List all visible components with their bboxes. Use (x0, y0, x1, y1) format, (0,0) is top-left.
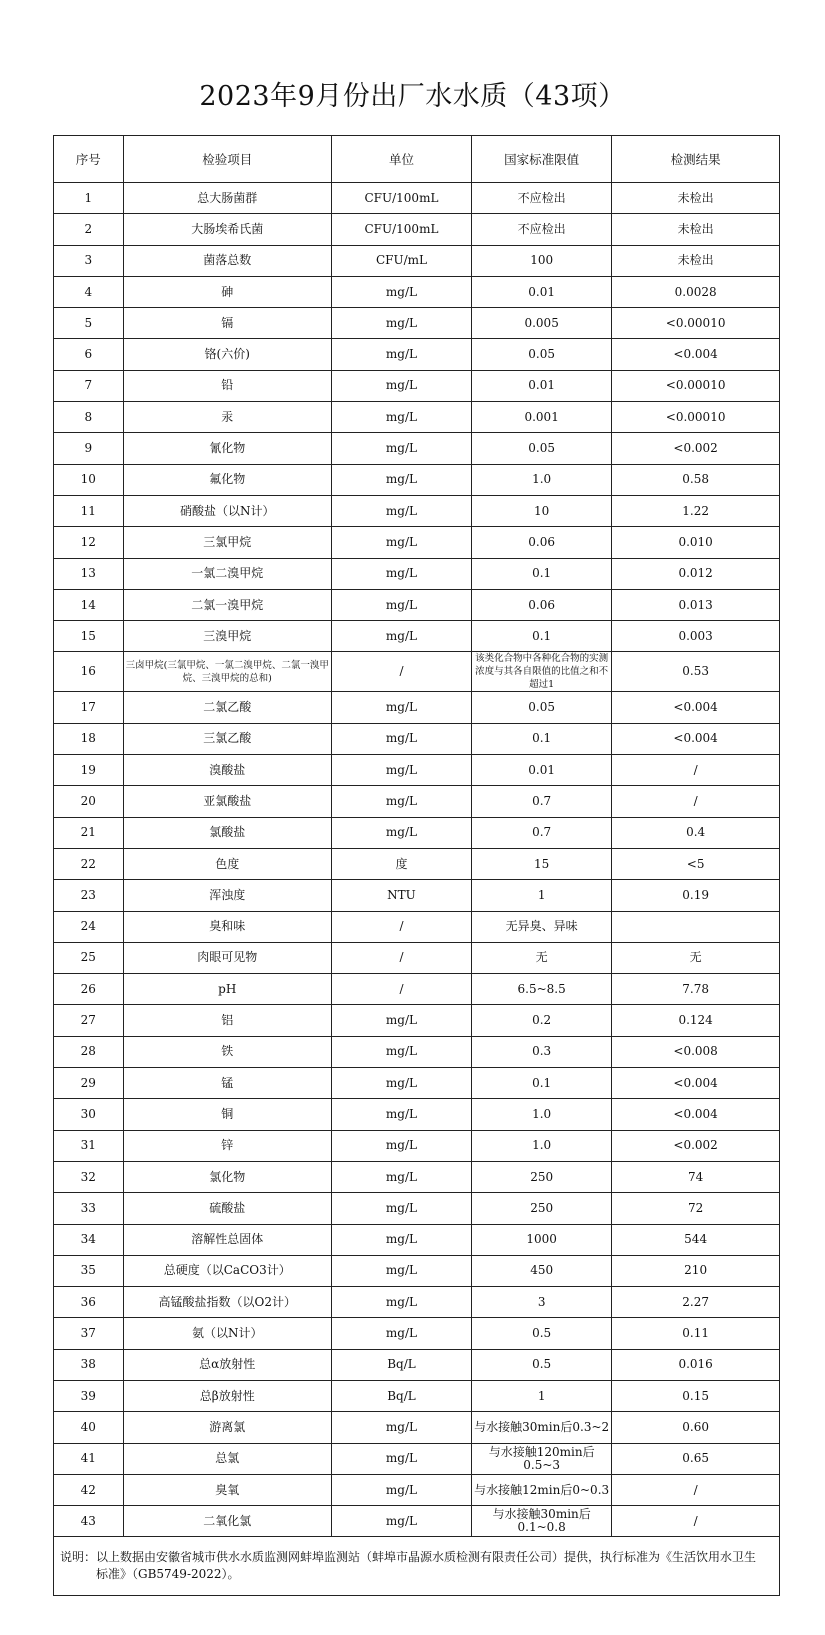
cell-serial: 8 (54, 402, 123, 433)
table-row (54, 1068, 779, 1099)
footnote-line-2: 标准》（GB5749-2022）。 (96, 1567, 240, 1582)
cell-result: <0.002 (612, 433, 779, 464)
cell-limit: 100 (472, 245, 612, 276)
cell-serial: 14 (54, 589, 123, 620)
cell-unit: mg/L (331, 495, 471, 526)
cell-unit: / (331, 652, 471, 692)
cell-serial: 37 (54, 1318, 123, 1349)
cell-limit: 0.06 (472, 589, 612, 620)
cell-item: 铅 (123, 370, 331, 401)
cell-unit: 度 (331, 848, 471, 879)
cell-unit: mg/L (331, 589, 471, 620)
cell-item: 总硬度（以CaCO3计） (123, 1255, 331, 1286)
table-row (54, 433, 779, 464)
cell-serial: 7 (54, 370, 123, 401)
cell-limit: 3 (472, 1287, 612, 1318)
cell-limit: 250 (472, 1161, 612, 1192)
cell-limit: 与水接触30min后0.3~2 (472, 1412, 612, 1443)
cell-limit: 1 (472, 880, 612, 911)
cell-unit: mg/L (331, 1161, 471, 1192)
cell-item: 一氯二溴甲烷 (123, 558, 331, 589)
cell-serial: 15 (54, 621, 123, 652)
cell-limit: 该类化合物中各种化合物的实测浓度与其各自限值的比值之和不超过1 (472, 652, 612, 692)
water-quality-table (54, 136, 779, 1537)
cell-result: / (612, 786, 779, 817)
cell-result: 0.11 (612, 1318, 779, 1349)
cell-item: 硝酸盐（以N计） (123, 495, 331, 526)
cell-serial: 26 (54, 974, 123, 1005)
cell-result: <0.00010 (612, 402, 779, 433)
water-quality-report (53, 135, 780, 1596)
cell-unit: Bq/L (331, 1349, 471, 1380)
table-row (54, 723, 779, 754)
footnote (54, 1537, 779, 1595)
cell-limit: 10 (472, 495, 612, 526)
cell-unit: mg/L (331, 276, 471, 307)
table-row (54, 1318, 779, 1349)
cell-result: 0.65 (612, 1443, 779, 1474)
cell-serial: 38 (54, 1349, 123, 1380)
cell-item: 氯酸盐 (123, 817, 331, 848)
cell-limit: 1.0 (472, 1130, 612, 1161)
cell-result: 未检出 (612, 183, 779, 214)
table-row (54, 652, 779, 692)
cell-unit: CFU/100mL (331, 183, 471, 214)
cell-result: 0.016 (612, 1349, 779, 1380)
cell-serial: 27 (54, 1005, 123, 1036)
cell-result: 210 (612, 1255, 779, 1286)
cell-result: 0.013 (612, 589, 779, 620)
cell-limit: 0.1 (472, 558, 612, 589)
cell-serial: 29 (54, 1068, 123, 1099)
cell-limit: 1 (472, 1380, 612, 1411)
table-row (54, 464, 779, 495)
cell-unit: mg/L (331, 433, 471, 464)
cell-limit: 0.5 (472, 1318, 612, 1349)
cell-unit: mg/L (331, 1287, 471, 1318)
cell-item: 游离氯 (123, 1412, 331, 1443)
table-header-row (54, 136, 779, 183)
cell-result: 74 (612, 1161, 779, 1192)
cell-result: 未检出 (612, 245, 779, 276)
table-row (54, 911, 779, 942)
cell-serial: 23 (54, 880, 123, 911)
cell-limit: 450 (472, 1255, 612, 1286)
cell-result: 72 (612, 1193, 779, 1224)
table-row (54, 1255, 779, 1286)
table-row (54, 558, 779, 589)
cell-serial: 10 (54, 464, 123, 495)
cell-result: 0.010 (612, 527, 779, 558)
cell-unit: mg/L (331, 558, 471, 589)
cell-limit: 1.0 (472, 464, 612, 495)
table-row (54, 1443, 779, 1474)
cell-result: <0.004 (612, 1099, 779, 1130)
table-row (54, 276, 779, 307)
cell-serial: 1 (54, 183, 123, 214)
cell-limit: 与水接触120min后0.5~3 (472, 1443, 612, 1474)
cell-serial: 24 (54, 911, 123, 942)
cell-item: 氯化物 (123, 1161, 331, 1192)
cell-serial: 36 (54, 1287, 123, 1318)
table-row (54, 245, 779, 276)
cell-item: 肉眼可见物 (123, 942, 331, 973)
cell-result: 0.124 (612, 1005, 779, 1036)
cell-serial: 34 (54, 1224, 123, 1255)
cell-limit: 0.2 (472, 1005, 612, 1036)
cell-unit: mg/L (331, 723, 471, 754)
cell-limit: 0.001 (472, 402, 612, 433)
cell-unit: mg/L (331, 464, 471, 495)
cell-serial: 9 (54, 433, 123, 464)
cell-item: 总大肠菌群 (123, 183, 331, 214)
cell-unit: CFU/mL (331, 245, 471, 276)
table-row (54, 370, 779, 401)
table-row (54, 1036, 779, 1067)
table-row (54, 1287, 779, 1318)
cell-unit: mg/L (331, 339, 471, 370)
cell-limit: 15 (472, 848, 612, 879)
cell-serial: 30 (54, 1099, 123, 1130)
table-row (54, 214, 779, 245)
cell-unit: mg/L (331, 1193, 471, 1224)
cell-limit: 6.5~8.5 (472, 974, 612, 1005)
cell-unit: mg/L (331, 1036, 471, 1067)
cell-result: 0.60 (612, 1412, 779, 1443)
cell-unit: NTU (331, 880, 471, 911)
cell-serial: 17 (54, 692, 123, 723)
cell-serial: 31 (54, 1130, 123, 1161)
cell-serial: 33 (54, 1193, 123, 1224)
cell-limit: 不应检出 (472, 214, 612, 245)
cell-limit: 1.0 (472, 1099, 612, 1130)
table-row (54, 1161, 779, 1192)
cell-result: 0.58 (612, 464, 779, 495)
cell-item: 氟化物 (123, 464, 331, 495)
table-body (54, 183, 779, 1537)
cell-unit: mg/L (331, 370, 471, 401)
cell-item: 色度 (123, 848, 331, 879)
cell-unit: / (331, 942, 471, 973)
cell-serial: 28 (54, 1036, 123, 1067)
cell-unit: mg/L (331, 1318, 471, 1349)
cell-result: <0.004 (612, 339, 779, 370)
cell-item: 锌 (123, 1130, 331, 1161)
cell-result: / (612, 1506, 779, 1537)
cell-result: / (612, 755, 779, 786)
cell-result: <0.004 (612, 692, 779, 723)
cell-item: 铬(六价) (123, 339, 331, 370)
header-result: 检测结果 (612, 136, 779, 183)
cell-limit: 0.1 (472, 1068, 612, 1099)
cell-result: <0.004 (612, 1068, 779, 1099)
cell-serial: 32 (54, 1161, 123, 1192)
cell-limit: 0.01 (472, 370, 612, 401)
cell-unit: mg/L (331, 817, 471, 848)
cell-serial: 19 (54, 755, 123, 786)
cell-item: 铜 (123, 1099, 331, 1130)
cell-item: 溶解性总固体 (123, 1224, 331, 1255)
cell-unit: mg/L (331, 527, 471, 558)
table-row (54, 786, 779, 817)
cell-serial: 2 (54, 214, 123, 245)
cell-limit: 0.01 (472, 755, 612, 786)
table-row (54, 1349, 779, 1380)
cell-result: 0.4 (612, 817, 779, 848)
table-row (54, 848, 779, 879)
header-unit: 单位 (331, 136, 471, 183)
cell-serial: 41 (54, 1443, 123, 1474)
table-row (54, 621, 779, 652)
cell-unit: mg/L (331, 1130, 471, 1161)
cell-serial: 16 (54, 652, 123, 692)
cell-limit: 无异臭、异味 (472, 911, 612, 942)
cell-serial: 40 (54, 1412, 123, 1443)
cell-result: 7.78 (612, 974, 779, 1005)
cell-limit: 0.05 (472, 339, 612, 370)
cell-item: 总氯 (123, 1443, 331, 1474)
table-row (54, 942, 779, 973)
cell-limit: 1000 (472, 1224, 612, 1255)
cell-serial: 5 (54, 308, 123, 339)
table-row (54, 974, 779, 1005)
cell-limit: 0.05 (472, 433, 612, 464)
table-row (54, 880, 779, 911)
cell-item: 三氯甲烷 (123, 527, 331, 558)
cell-result: 0.15 (612, 1380, 779, 1411)
cell-limit: 0.06 (472, 527, 612, 558)
cell-unit: mg/L (331, 1099, 471, 1130)
cell-item: 三溴甲烷 (123, 621, 331, 652)
cell-serial: 35 (54, 1255, 123, 1286)
cell-unit: mg/L (331, 1412, 471, 1443)
table-row (54, 817, 779, 848)
cell-item: 氨（以N计） (123, 1318, 331, 1349)
cell-item: 总α放射性 (123, 1349, 331, 1380)
cell-result: 未检出 (612, 214, 779, 245)
cell-unit: mg/L (331, 621, 471, 652)
cell-item: 锰 (123, 1068, 331, 1099)
cell-unit: mg/L (331, 402, 471, 433)
cell-result (612, 911, 779, 942)
table-row (54, 1380, 779, 1411)
cell-serial: 18 (54, 723, 123, 754)
cell-item: 硫酸盐 (123, 1193, 331, 1224)
cell-unit: mg/L (331, 1224, 471, 1255)
cell-item: 总β放射性 (123, 1380, 331, 1411)
cell-unit: mg/L (331, 1005, 471, 1036)
cell-item: 亚氯酸盐 (123, 786, 331, 817)
page-title: 2023年9月份出厂水水质（43项） (199, 81, 626, 112)
cell-unit: / (331, 974, 471, 1005)
cell-item: 菌落总数 (123, 245, 331, 276)
table-row (54, 1412, 779, 1443)
cell-limit: 0.05 (472, 692, 612, 723)
header-limit: 国家标准限值 (472, 136, 612, 183)
header-serial: 序号 (54, 136, 123, 183)
cell-unit: Bq/L (331, 1380, 471, 1411)
cell-limit: 不应检出 (472, 183, 612, 214)
cell-item: 氰化物 (123, 433, 331, 464)
cell-serial: 3 (54, 245, 123, 276)
table-row (54, 692, 779, 723)
cell-limit: 0.005 (472, 308, 612, 339)
table-row (54, 308, 779, 339)
table-row (54, 1474, 779, 1505)
cell-result: 1.22 (612, 495, 779, 526)
table-row (54, 755, 779, 786)
cell-unit: CFU/100mL (331, 214, 471, 245)
cell-item: 浑浊度 (123, 880, 331, 911)
cell-item: 三卤甲烷(三氯甲烷、一氯二溴甲烷、二氯一溴甲烷、三溴甲烷的总和) (123, 652, 331, 692)
table-row (54, 1130, 779, 1161)
table-row (54, 589, 779, 620)
cell-item: 铝 (123, 1005, 331, 1036)
cell-result: / (612, 1474, 779, 1505)
cell-item: 二氯乙酸 (123, 692, 331, 723)
cell-result: <0.002 (612, 1130, 779, 1161)
cell-item: 铁 (123, 1036, 331, 1067)
cell-unit: mg/L (331, 755, 471, 786)
cell-serial: 13 (54, 558, 123, 589)
cell-result: <5 (612, 848, 779, 879)
cell-unit: mg/L (331, 1506, 471, 1537)
table-row (54, 1224, 779, 1255)
cell-serial: 43 (54, 1506, 123, 1537)
cell-serial: 12 (54, 527, 123, 558)
cell-limit: 0.3 (472, 1036, 612, 1067)
cell-item: 三氯乙酸 (123, 723, 331, 754)
cell-result: <0.008 (612, 1036, 779, 1067)
cell-item: 臭和味 (123, 911, 331, 942)
cell-unit: mg/L (331, 1474, 471, 1505)
cell-unit: mg/L (331, 1068, 471, 1099)
cell-item: 汞 (123, 402, 331, 433)
cell-result: 544 (612, 1224, 779, 1255)
cell-limit: 250 (472, 1193, 612, 1224)
cell-item: 二氧化氯 (123, 1506, 331, 1537)
cell-unit: mg/L (331, 692, 471, 723)
cell-item: 镉 (123, 308, 331, 339)
cell-limit: 0.1 (472, 723, 612, 754)
cell-unit: mg/L (331, 1443, 471, 1474)
cell-result: 0.003 (612, 621, 779, 652)
cell-unit: / (331, 911, 471, 942)
table-row (54, 495, 779, 526)
cell-serial: 4 (54, 276, 123, 307)
table-row (54, 1099, 779, 1130)
cell-result: <0.004 (612, 723, 779, 754)
header-item: 检验项目 (123, 136, 331, 183)
table-row (54, 1506, 779, 1537)
cell-serial: 21 (54, 817, 123, 848)
cell-item: 臭氧 (123, 1474, 331, 1505)
cell-result: 0.19 (612, 880, 779, 911)
cell-item: 高锰酸盐指数（以O2计） (123, 1287, 331, 1318)
table-row (54, 339, 779, 370)
cell-result: 0.012 (612, 558, 779, 589)
table-row (54, 1193, 779, 1224)
cell-result: 无 (612, 942, 779, 973)
cell-result: <0.00010 (612, 308, 779, 339)
footnote-line-1: 说明：以上数据由安徽省城市供水水质监测网蚌埠监测站（蚌埠市晶源水质检测有限责任公司）提供，执行标准为《生活饮用水卫生 (60, 1550, 757, 1565)
cell-limit: 0.7 (472, 817, 612, 848)
cell-result: <0.00010 (612, 370, 779, 401)
cell-limit: 0.5 (472, 1349, 612, 1380)
cell-unit: mg/L (331, 786, 471, 817)
cell-serial: 42 (54, 1474, 123, 1505)
table-row (54, 527, 779, 558)
cell-result: 0.53 (612, 652, 779, 692)
table-row (54, 183, 779, 214)
cell-result: 2.27 (612, 1287, 779, 1318)
cell-item: 大肠埃希氏菌 (123, 214, 331, 245)
cell-limit: 0.7 (472, 786, 612, 817)
cell-item: 溴酸盐 (123, 755, 331, 786)
cell-serial: 6 (54, 339, 123, 370)
cell-result: 0.0028 (612, 276, 779, 307)
cell-serial: 20 (54, 786, 123, 817)
cell-item: 二氯一溴甲烷 (123, 589, 331, 620)
cell-item: 砷 (123, 276, 331, 307)
cell-limit: 无 (472, 942, 612, 973)
cell-limit: 0.1 (472, 621, 612, 652)
cell-item: pH (123, 974, 331, 1005)
cell-unit: mg/L (331, 1255, 471, 1286)
cell-serial: 11 (54, 495, 123, 526)
cell-serial: 25 (54, 942, 123, 973)
cell-limit: 0.01 (472, 276, 612, 307)
cell-limit: 与水接触12min后0~0.3 (472, 1474, 612, 1505)
cell-limit: 与水接触30min后0.1~0.8 (472, 1506, 612, 1537)
cell-serial: 39 (54, 1380, 123, 1411)
cell-serial: 22 (54, 848, 123, 879)
cell-unit: mg/L (331, 308, 471, 339)
table-row (54, 1005, 779, 1036)
table-row (54, 402, 779, 433)
